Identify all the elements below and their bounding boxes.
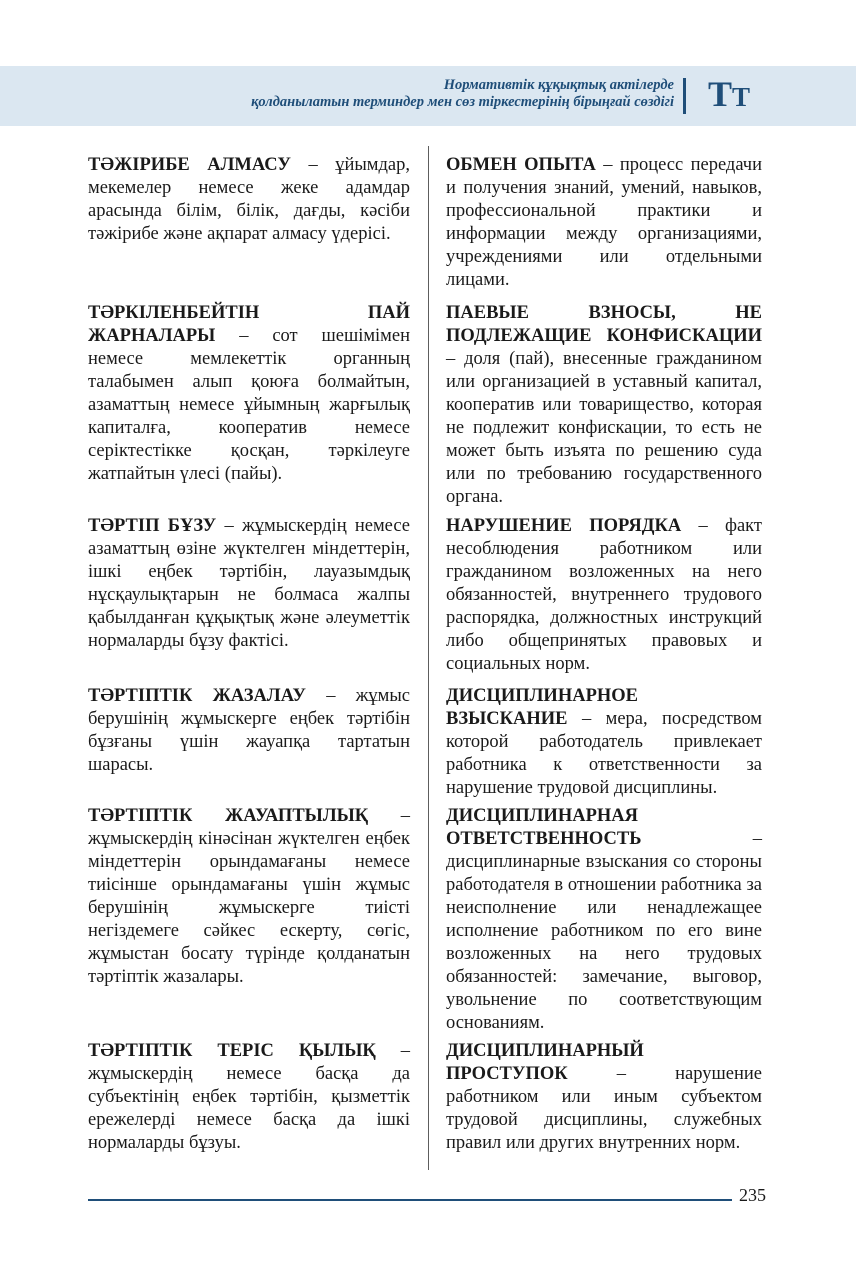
- definition-kk: – жұмыс берушінің жұмыскерге еңбек тәртібін бұзғаны үшін жауапқа тартатын шарасы.: [88, 686, 410, 775]
- section-letter-small: Т: [732, 82, 751, 112]
- definition-ru: – дисциплинарные взыскания со стороны работодателя в отношении работника за неисполнение или ненадлежащее исполнение работником по его вине возложенных на него трудовых обязанностей: замечание, выговор, увольнение по соответствующим основаниям.: [446, 829, 762, 1033]
- entry-ru: [446, 1040, 762, 1155]
- header-divider: [683, 78, 686, 114]
- term-ru: НАРУШЕНИЕ ПОРЯДКА: [446, 516, 682, 536]
- term-ru: ПАЕВЫЕ ВЗНОСЫ, НЕ ПОДЛЕЖАЩИЕ КОНФИСКАЦИИ: [446, 303, 762, 346]
- entry-kk: [88, 302, 410, 486]
- entry-kk: [88, 1040, 410, 1155]
- entry-ru: [446, 302, 762, 509]
- entry-kk: [88, 154, 410, 246]
- term-ru: ДИСЦИПЛИНАРНАЯ ОТВЕТСТВЕННОСТЬ: [446, 806, 642, 849]
- term-kk: ТӘРТІПТІК ЖАЗАЛАУ: [88, 686, 307, 706]
- definition-kk: – жұмыскердің немесе азаматтың өзіне жүктелген міндеттерін, ішкі еңбек тәртібін, лауазымдық нұсқаулықтарын не болмаса жалпы қабылданған құқықтық және әлеуметтік нормаларды бұзу фактісі.: [88, 516, 411, 651]
- term-kk: ТӘРКІЛЕНБЕЙТІН ПАЙ ЖАРНАЛАРЫ: [88, 303, 410, 346]
- term-kk: ТӘРТІП БҰЗУ: [88, 516, 217, 536]
- entry-ru: [446, 515, 762, 676]
- dictionary-title-line-1: Нормативтік құқықтық актілерде: [443, 77, 674, 93]
- term-kk: ТӘРТІПТІК ТЕРІС ҚЫЛЫҚ: [88, 1041, 376, 1061]
- definition-kk: – жұмыскердің кінәсінан жүктелген еңбек міндеттерін орындамағаны немесе тиісінше орындамағаны үшін жұмыс берушінің жұмыскерге тиісті негіздемеге сәйкес ескерту, сөгіс, жұмыстан босату түрінде қолданатын тәртіптік жазалары.: [88, 806, 410, 987]
- definition-ru: – факт несоблюдения работником или гражданином возложенных на него обязанностей, внутреннего трудового распорядка, должностных инструкций либо общепринятых правовых и социальных норм.: [446, 516, 762, 674]
- definition-kk: – жұмыскердің немесе басқа да субъектінің еңбек тәртібін, қызметтік ережелерді немесе басқа да ішкі нормаларды бұзуы.: [88, 1041, 410, 1153]
- entry-ru: [446, 154, 762, 292]
- definition-ru: – нарушение работником или иным субъектом трудовой дисциплины, служебных правил или других внутренних норм.: [446, 1064, 762, 1153]
- definition-ru: – доля (пай), внесенные гражданином или организацией в уставный капитал, кооператив или товарищество, которая не подлежит конфискации, то есть не может быть изъята по решению суда или по требованию государственного органа.: [446, 349, 762, 507]
- entry-ru: [446, 685, 762, 800]
- column-divider: [428, 146, 429, 1170]
- term-ru: ДИСЦИПЛИНАРНОЕ ВЗЫСКАНИЕ: [446, 686, 638, 729]
- entry-kk: [88, 685, 410, 777]
- term-kk: ТӘРТІПТІК ЖАУАПТЫЛЫҚ: [88, 806, 369, 826]
- term-ru: ДИСЦИПЛИНАРНЫЙ ПРОСТУПОК: [446, 1041, 644, 1084]
- term-kk: ТӘЖІРИБЕ АЛМАСУ: [88, 155, 291, 175]
- definition-ru: – процесс передачи и получения знаний, умений, навыков, профессиональной практики и информации между организациями, учреждениями или отдельными лицами.: [446, 155, 762, 290]
- definition-kk: – сот шешімімен немесе мемлекеттік органның талабымен алып қоюға болмайтын, азаматтың немесе ұйымның жарғылық капиталға, кооператив немесе серіктестікке қосқан, тәркілеуге жатпайтын үлесі (пайы).: [88, 326, 410, 484]
- entry-ru: [446, 805, 762, 1035]
- page-number: 235: [739, 1185, 766, 1205]
- dictionary-title: [251, 77, 674, 111]
- entry-kk: [88, 805, 410, 989]
- dictionary-title-line-2: қолданылатын терминдер мен сөз тіркестерінің бірыңғай сөздігі: [251, 94, 674, 110]
- section-letter: [708, 72, 750, 119]
- definition-ru: – мера, посредством которой работодатель привлекает работника к ответственности за нарушение трудовой дисциплины.: [446, 709, 762, 798]
- footer-rule: [88, 1199, 732, 1201]
- entry-kk: [88, 515, 410, 653]
- section-letter-capital: Т: [708, 74, 733, 114]
- term-ru: ОБМЕН ОПЫТА: [446, 155, 596, 175]
- definition-kk: – ұйымдар, мекемелер немесе жеке адамдар арасында білім, білік, дағды, кәсіби тәжірибе және ақпарат алмасу үдерісі.: [88, 155, 410, 244]
